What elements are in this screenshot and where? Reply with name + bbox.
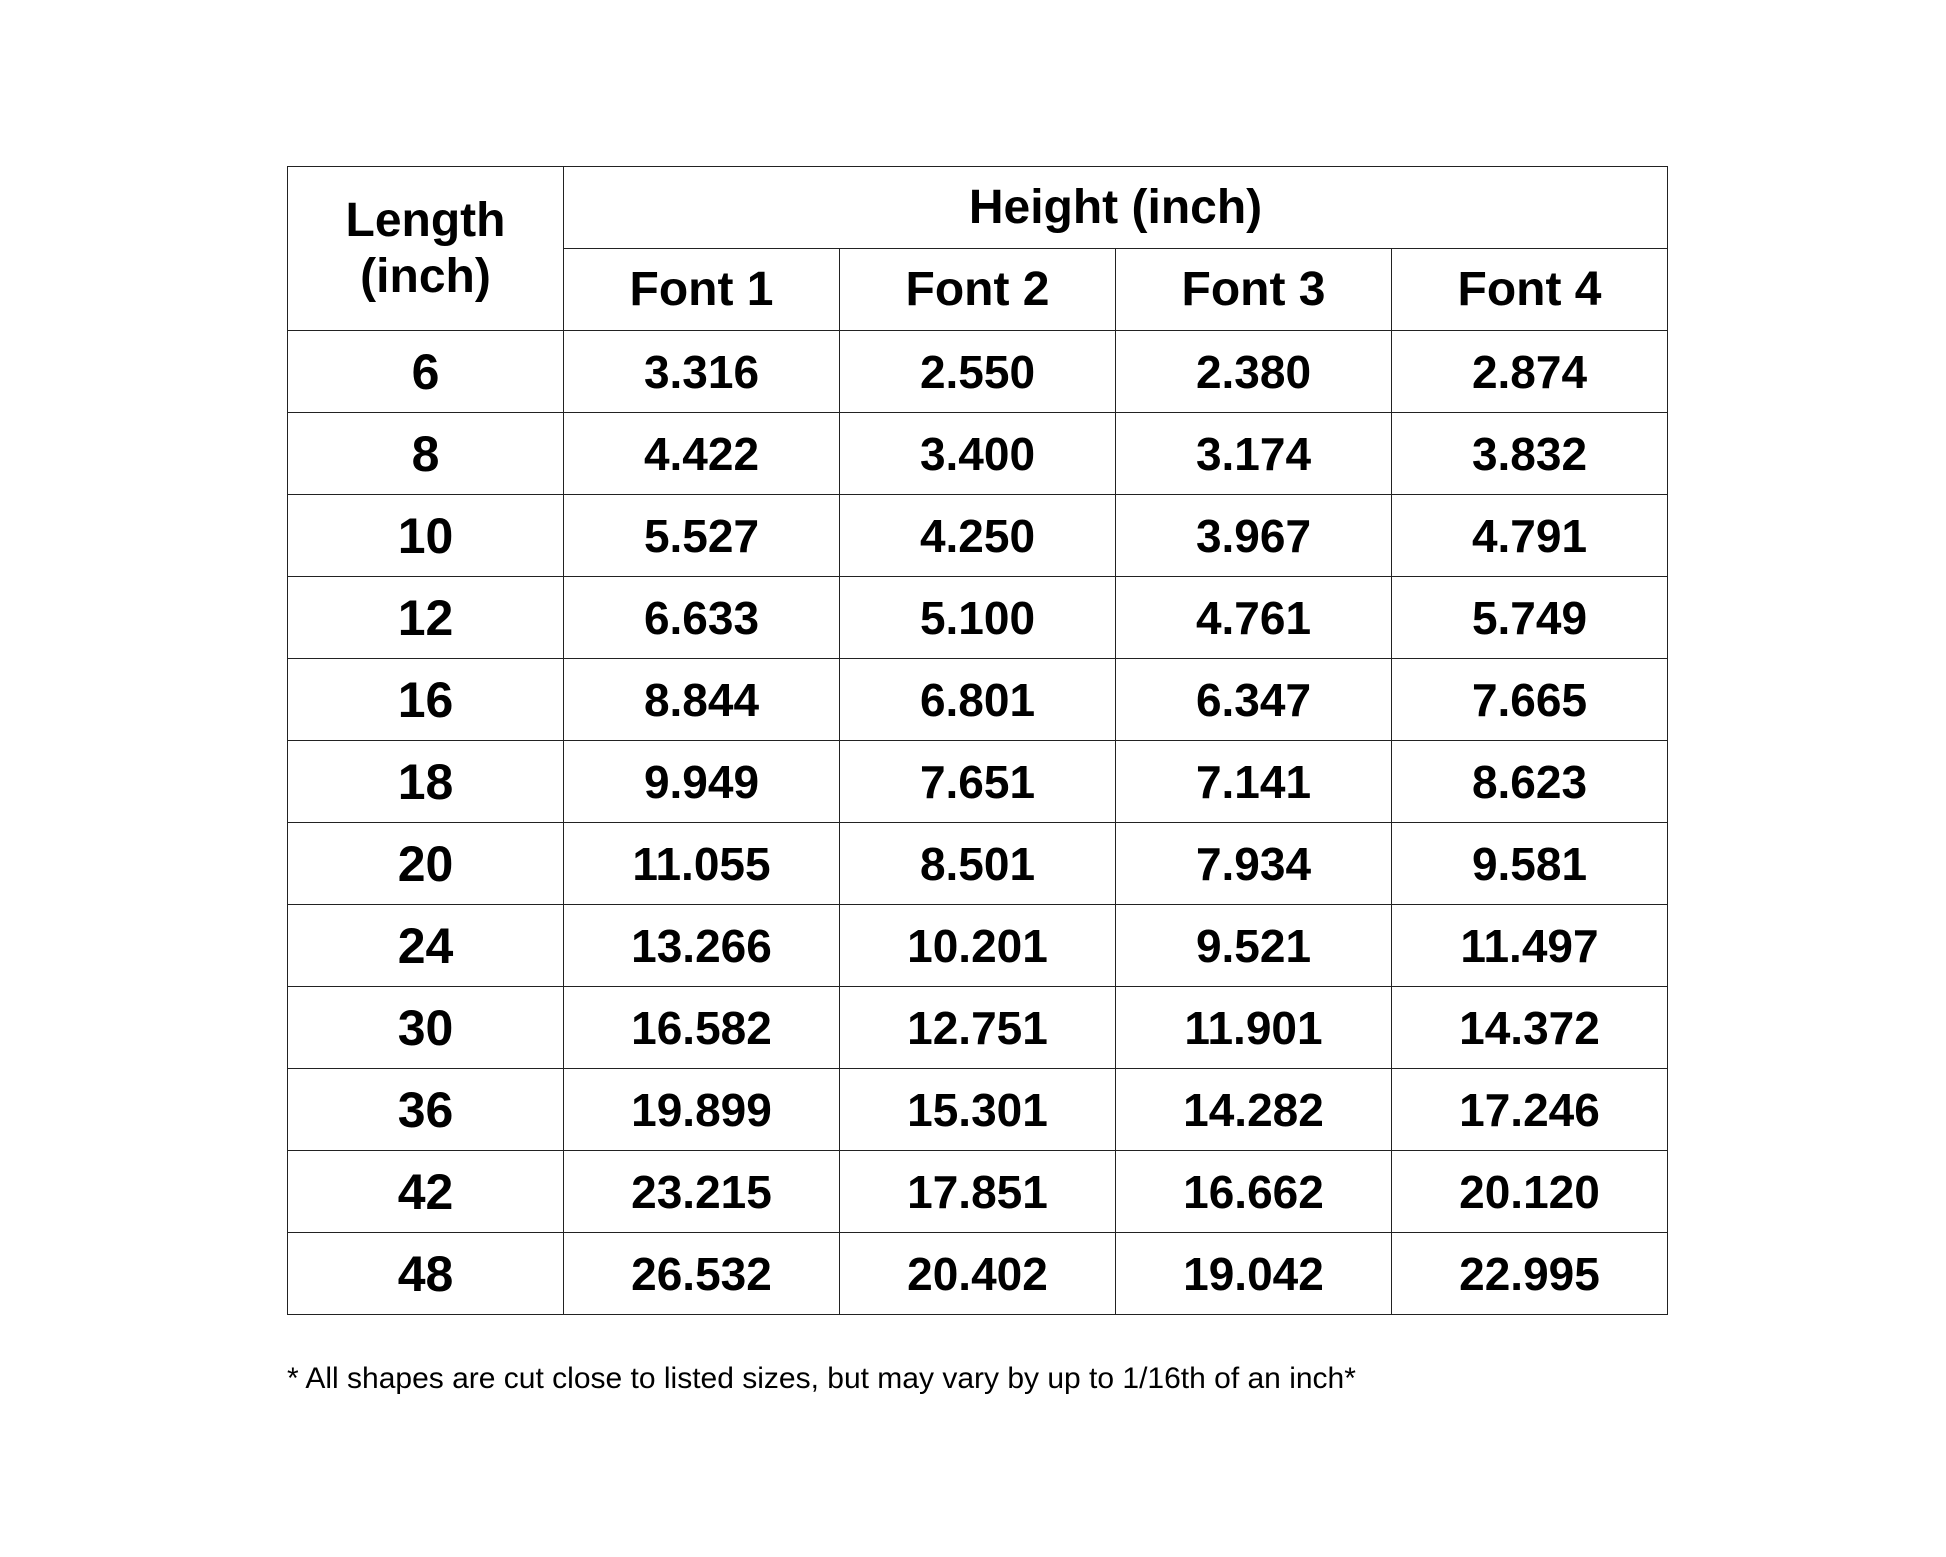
font-header-3: Font 3 (1116, 249, 1392, 331)
height-cell-font-2: 20.402 (840, 1233, 1116, 1315)
length-header (288, 167, 564, 331)
height-cell-font-2: 10.201 (840, 905, 1116, 987)
font-header-2: Font 2 (840, 249, 1116, 331)
height-cell-font-4: 4.791 (1392, 495, 1668, 577)
height-cell-font-1: 3.316 (564, 331, 840, 413)
table-row (288, 741, 1668, 823)
length-cell: 30 (288, 987, 564, 1069)
length-cell: 36 (288, 1069, 564, 1151)
height-cell-font-1: 26.532 (564, 1233, 840, 1315)
height-cell-font-1: 11.055 (564, 823, 840, 905)
font-header-1: Font 1 (564, 249, 840, 331)
height-cell-font-4: 3.832 (1392, 413, 1668, 495)
height-cell-font-4: 14.372 (1392, 987, 1668, 1069)
length-cell: 10 (288, 495, 564, 577)
height-cell-font-3: 11.901 (1116, 987, 1392, 1069)
height-cell-font-2: 8.501 (840, 823, 1116, 905)
height-cell-font-1: 19.899 (564, 1069, 840, 1151)
height-cell-font-2: 17.851 (840, 1151, 1116, 1233)
length-cell: 8 (288, 413, 564, 495)
height-cell-font-3: 3.174 (1116, 413, 1392, 495)
height-cell-font-4: 8.623 (1392, 741, 1668, 823)
height-cell-font-1: 6.633 (564, 577, 840, 659)
height-cell-font-3: 9.521 (1116, 905, 1392, 987)
height-cell-font-4: 2.874 (1392, 331, 1668, 413)
height-cell-font-3: 19.042 (1116, 1233, 1392, 1315)
height-cell-font-2: 12.751 (840, 987, 1116, 1069)
table-row (288, 659, 1668, 741)
table-row (288, 1233, 1668, 1315)
height-cell-font-4: 11.497 (1392, 905, 1668, 987)
height-cell-font-3: 14.282 (1116, 1069, 1392, 1151)
font-header-4: Font 4 (1392, 249, 1668, 331)
length-header-line1: Length (345, 193, 506, 247)
table-row (288, 1151, 1668, 1233)
height-cell-font-3: 7.141 (1116, 741, 1392, 823)
height-cell-font-1: 16.582 (564, 987, 840, 1069)
height-cell-font-4: 9.581 (1392, 823, 1668, 905)
table-row (288, 413, 1668, 495)
height-cell-font-1: 9.949 (564, 741, 840, 823)
height-cell-font-4: 20.120 (1392, 1151, 1668, 1233)
height-cell-font-3: 3.967 (1116, 495, 1392, 577)
table-row (288, 987, 1668, 1069)
length-cell: 18 (288, 741, 564, 823)
height-cell-font-1: 8.844 (564, 659, 840, 741)
height-cell-font-2: 4.250 (840, 495, 1116, 577)
height-cell-font-4: 5.749 (1392, 577, 1668, 659)
header-row-group (288, 167, 1668, 249)
height-cell-font-4: 7.665 (1392, 659, 1668, 741)
table-row (288, 1069, 1668, 1151)
length-cell: 42 (288, 1151, 564, 1233)
height-cell-font-3: 6.347 (1116, 659, 1392, 741)
table-row (288, 823, 1668, 905)
length-cell: 48 (288, 1233, 564, 1315)
height-cell-font-2: 2.550 (840, 331, 1116, 413)
height-cell-font-1: 5.527 (564, 495, 840, 577)
length-header-line2: (inch) (360, 249, 491, 303)
length-cell: 24 (288, 905, 564, 987)
height-cell-font-2: 15.301 (840, 1069, 1116, 1151)
height-cell-font-3: 7.934 (1116, 823, 1392, 905)
height-cell-font-3: 4.761 (1116, 577, 1392, 659)
height-cell-font-1: 4.422 (564, 413, 840, 495)
size-chart-table (287, 166, 1668, 1315)
height-cell-font-2: 5.100 (840, 577, 1116, 659)
height-cell-font-3: 2.380 (1116, 331, 1392, 413)
table-row (288, 905, 1668, 987)
height-cell-font-2: 7.651 (840, 741, 1116, 823)
height-cell-font-3: 16.662 (1116, 1151, 1392, 1233)
length-cell: 16 (288, 659, 564, 741)
height-cell-font-2: 6.801 (840, 659, 1116, 741)
height-cell-font-2: 3.400 (840, 413, 1116, 495)
table-row (288, 577, 1668, 659)
length-cell: 20 (288, 823, 564, 905)
height-cell-font-1: 13.266 (564, 905, 840, 987)
table-row (288, 331, 1668, 413)
table-row (288, 495, 1668, 577)
length-cell: 12 (288, 577, 564, 659)
table-body (288, 331, 1668, 1315)
height-cell-font-1: 23.215 (564, 1151, 840, 1233)
height-cell-font-4: 17.246 (1392, 1069, 1668, 1151)
footnote: * All shapes are cut close to listed sizes, but may vary by up to 1/16th of an inch* (287, 1362, 1356, 1395)
length-cell: 6 (288, 331, 564, 413)
height-header: Height (inch) (564, 167, 1668, 249)
height-cell-font-4: 22.995 (1392, 1233, 1668, 1315)
